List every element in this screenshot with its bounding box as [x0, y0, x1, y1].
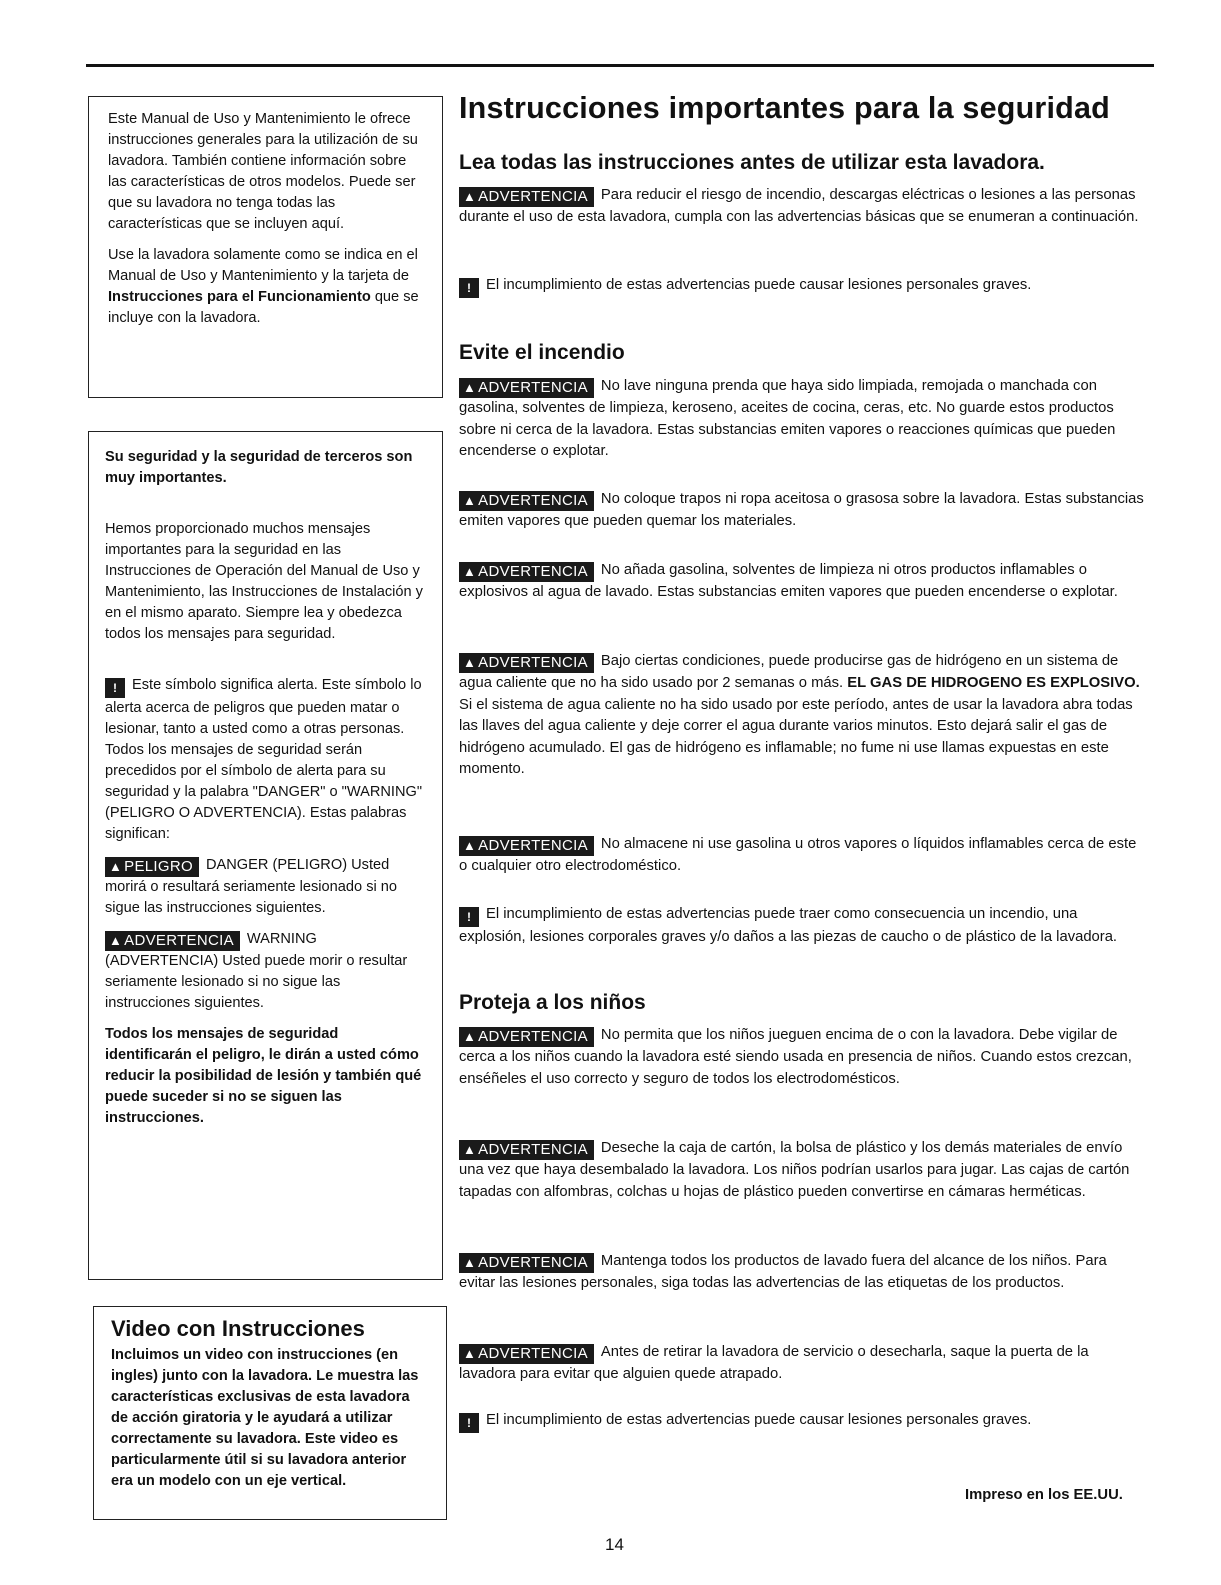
danger-text: DANGER (PELIGRO) Usted morirá o resultará seriamente lesionado si no sigue las instrucciones siguientes. [105, 857, 398, 916]
warning-badge: ▲ ADVERTENCIA [459, 562, 594, 582]
kids-warning-4: ▲ ADVERTENCIA Antes de retirar la lavadora de servicio o desecharla, saque la puerta de la lavadora para evitar que alguien quede atrapado. [459, 1344, 1089, 1382]
video-text: Incluimos un video con instrucciones (en ingles) junto con la lavadora. Le muestra las características exclusivas de esta lavadora de acción giratoria y le ayudará a utilizar correctamente su lavadora. Este video es particularmente útil si su lavadora anterior era un modelo con un eje vertical. [111, 1347, 419, 1489]
warning-triangle-icon: ▲ [463, 1029, 477, 1044]
safety-closing: Todos los mensajes de seguridad identificarán el peligro, le dirán a usted cómo reducir la posibilidad de lesión y también qué puede suceder si no se siguen las instrucciones. [105, 1026, 422, 1126]
warning-triangle-icon: ▲ [463, 564, 477, 579]
fire-warning-4: ▲ ADVERTENCIA Bajo ciertas condiciones, puede producirse gas de hidrógeno en un sistema de agua caliente que no ha sido usado por 2 semanas o más. EL GAS DE HIDROGENO ES EXPLOSIVO. Si el sistema de agua caliente no ha sido usado por este período, antes de usar la lavadora abra todas las llaves del agua caliente y deje correr el agua durante varios minutos. Esto dejará salir el gas de hidrógeno acumulado. El gas de hidrógeno es inflamable; no fume ni use llamas expuestas en este momento. [459, 653, 1140, 777]
warning-badge-label: ADVERTENCIA [124, 932, 234, 949]
warning-triangle-icon: ! [459, 907, 479, 927]
warning-triangle-icon: ! [459, 278, 479, 298]
kids-warning-3: ▲ ADVERTENCIA Mantenga todos los productos de lavado fuera del alcance de los niños. Para evitar las lesiones personales, siga todas las advertencias de las etiquetas de los productos. [459, 1253, 1107, 1291]
video-title: Video con Instrucciones [111, 1316, 365, 1341]
safety-box [88, 431, 443, 1280]
warning-definition [105, 929, 424, 1014]
warning-badge: ▲ ADVERTENCIA [459, 1253, 594, 1273]
warning-badge: ▲ ADVERTENCIA [459, 1027, 594, 1047]
intro-warning [459, 185, 1145, 229]
fire-heading-block [459, 338, 1145, 368]
safety-paragraph-2 [105, 675, 424, 845]
video-box [93, 1306, 447, 1520]
fire-heading: Evite el incendio [459, 341, 625, 364]
safety-paragraph-1: Hemos proporcionado muchos mensajes importantes para la seguridad en las Instrucciones de Operación del Manual de Uso y Mantenimiento, las Instrucciones de Instalación y en el mismo aparato. Siempre lea y obedezca todos los mensajes para seguridad. [105, 521, 423, 642]
kids-note: ! El incumplimiento de estas advertencias puede causar lesiones personales graves. [459, 1410, 1145, 1433]
warning-triangle-icon: ! [459, 1413, 479, 1433]
warning-triangle-icon: ▲ [463, 189, 477, 204]
warning-badge: ▲ ADVERTENCIA [459, 1344, 594, 1364]
warning-triangle-icon: ▲ [463, 1346, 477, 1361]
subtitle-block [459, 148, 1145, 178]
subtitle: Lea todas las instrucciones antes de utilizar esta lavadora. [459, 151, 1045, 174]
warning-badge: ▲ ADVERTENCIA [459, 836, 594, 856]
fire-warning-3: ▲ ADVERTENCIA No añada gasolina, solventes de limpieza ni otros productos inflamables o explosivos al agua de lavado. Estas substancias emiten vapores que pueden encenderse o explotar. [459, 562, 1118, 600]
warning-triangle-icon: ▲ [463, 838, 477, 853]
kids-warning-1: ▲ ADVERTENCIA No permita que los niños jueguen encima de o con la lavadora. Debe vigilar de cerca a los niños cuando la lavadora esté siendo usada en presencia de niños. Cuando estos crezcan, enséñeles el uso correcto y seguro de todos los electrodomésticos. [459, 1027, 1132, 1087]
danger-badge [105, 857, 199, 877]
intro-warning-text: Para reducir el riesgo de incendio, descargas eléctricas o lesiones a las personas durante el uso de esta lavadora, cumpla con las advertencias básicas que se enumeran a continuación. [459, 187, 1139, 225]
danger-definition [105, 855, 424, 919]
page-title: Instrucciones importantes para la seguridad [459, 91, 1110, 125]
warning-badge: ▲ ADVERTENCIA [459, 378, 594, 398]
kids-heading: Proteja a los niños [459, 991, 646, 1014]
intro-note [459, 275, 1145, 298]
page-number: 14 [605, 1535, 624, 1554]
fire-warning-1: ▲ ADVERTENCIA No lave ninguna prenda que haya sido limpiada, remojada o manchada con gasolina, solventes de limpieza, keroseno, aceites de cocina, ceras, etc. No guarde estos productos sobre ni cerca de la lavadora. Estas substancias emiten vapores o reacciones químicas que pueden encenderse o explotar. [459, 378, 1116, 459]
intro-note-text: El incumplimiento de estas advertencias puede causar lesiones personales graves. [486, 277, 1032, 293]
intro-p2-text-b: que se incluye con la lavadora. [108, 289, 419, 326]
warning-triangle-icon: ▲ [463, 380, 477, 395]
warning-triangle-icon: ▲ [463, 655, 477, 670]
main-column [459, 86, 1145, 1430]
intro-p2-text-a: Use la lavadora solamente como se indica en el Manual de Uso y Mantenimiento y la tarjeta de [108, 247, 418, 284]
warning-badge [105, 931, 240, 951]
printed-in-note: Impreso en los EE.UU. [965, 1487, 1123, 1503]
warning-badge: ▲ ADVERTENCIA [459, 187, 594, 207]
warning-badge: ▲ ADVERTENCIA [459, 653, 594, 673]
intro-paragraph-1: Este Manual de Uso y Mantenimiento le ofrece instrucciones generales para la utilización de su lavadora. También contiene información sobre las características de otros modelos. Puede ser que su lavadora no tenga todas las características que se incluyen aquí. [108, 111, 418, 232]
fire-warning-2: ▲ ADVERTENCIA No coloque trapos ni ropa aceitosa o grasosa sobre la lavadora. Estas substancias emiten vapores que pueden quemar los materiales. [459, 491, 1144, 529]
warning-triangle-icon: ▲ [463, 493, 477, 508]
kids-warning-2: ▲ ADVERTENCIA Deseche la caja de cartón, la bolsa de plástico y los demás materiales de envío una vez que haya desembalado la lavadora. Los niños podrían usarlos para jugar. Las cajas de cartón tapadas con alfombras, colchas u hojas de plástico pueden convertirse en cámaras herméticas. [459, 1140, 1130, 1200]
safety-p2-text: Este símbolo significa alerta. Este símbolo lo alerta acerca de peligros que pueden matar o lesionar, tanto a usted como a otras personas. Todos los mensajes de seguridad serán precedidos por el símbolo de alerta para su seguridad y la palabra "DANGER" o "WARNING" (PELIGRO O ADVERTENCIA). Estas palabras significan: [105, 677, 423, 842]
fire-note: ! El incumplimiento de estas advertencias puede traer como consecuencia un incendio, una explosión, lesiones corporales graves y/o daños a las piezas de caucho o de plástico de la lavadora. [459, 906, 1118, 945]
intro-p2-bold: Instrucciones para el Funcionamiento [108, 289, 371, 305]
danger-badge-label: PELIGRO [124, 858, 193, 875]
warning-triangle-icon: ▲ [109, 859, 123, 874]
warning-badge: ▲ ADVERTENCIA [459, 491, 594, 511]
warning-badge: ▲ ADVERTENCIA [459, 1140, 594, 1160]
kids-heading-block [459, 988, 1145, 1018]
warning-triangle-icon: ▲ [109, 933, 123, 948]
warning-triangle-icon: ▲ [463, 1142, 477, 1157]
warning-triangle-icon: ▲ [463, 1255, 477, 1270]
top-rule [86, 64, 1154, 67]
fire-warning-5: ▲ ADVERTENCIA No almacene ni use gasolina u otros vapores o líquidos inflamables cerca de este o cualquier otro electrodoméstico. [459, 836, 1137, 874]
intro-box [88, 96, 443, 398]
intro-paragraph-2 [108, 245, 424, 329]
warning-triangle-icon: ! [105, 678, 125, 698]
safety-heading: Su seguridad y la seguridad de terceros son muy importantes. [105, 449, 413, 486]
warning-text: WARNING (ADVERTENCIA) Usted puede morir o resultar seriamente lesionado si no sigue las instrucciones siguientes. [105, 931, 408, 1011]
